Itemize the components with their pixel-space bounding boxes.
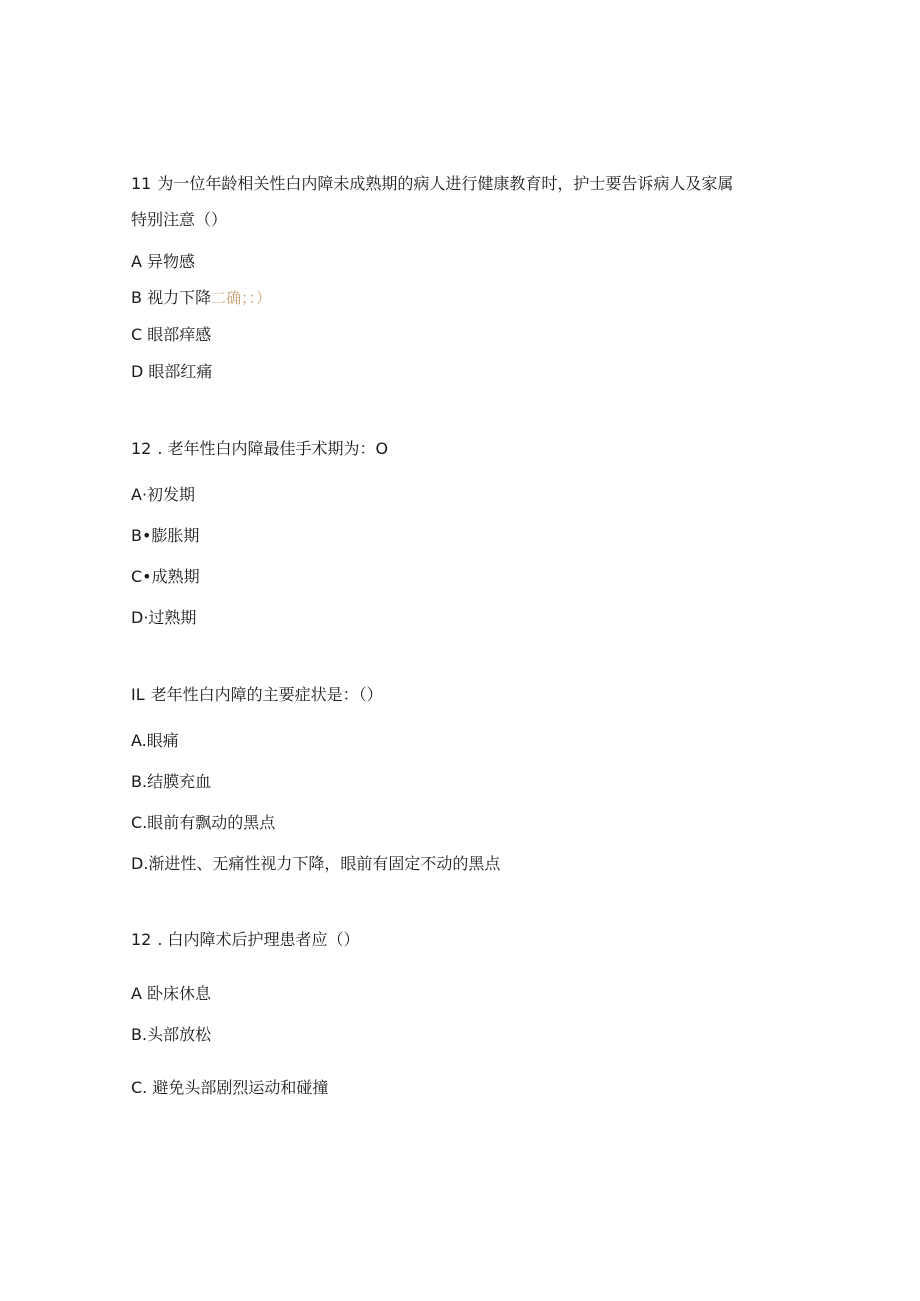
option-item: [131, 1025, 211, 1045]
option-item: [131, 526, 199, 546]
option-letter: A: [131, 984, 142, 1003]
question-text: . 老年性白内障最佳手术期为：O: [157, 439, 389, 458]
option-item: [131, 485, 195, 505]
option-text: 初发期: [147, 485, 196, 504]
option-letter: C•: [131, 567, 152, 586]
question-number: 11: [131, 174, 152, 193]
option-text: 眼痛: [146, 731, 179, 750]
option-letter: C.: [131, 813, 148, 832]
question-11-line1: [131, 174, 733, 194]
option-item: [131, 854, 500, 874]
option-text: 渐进性、无痛性视力下降，眼前有固定不动的黑点: [148, 854, 501, 873]
option-letter: B.: [131, 1025, 148, 1044]
option-text: 眼部痒感: [147, 325, 212, 344]
question-text: 老年性白内障的主要症状是：（）: [150, 685, 383, 704]
option-letter: B.: [131, 772, 148, 791]
option-text: 结膜充血: [147, 772, 212, 791]
question-12-line: [131, 439, 388, 459]
option-item: [131, 1078, 328, 1098]
option-letter: C.: [131, 1078, 148, 1097]
question-11-line2: [131, 210, 227, 230]
question-text-continued: 特别注意（）: [131, 210, 228, 229]
option-letter: D·: [131, 608, 149, 627]
option-item: [131, 984, 211, 1004]
question-number: 12: [131, 930, 152, 949]
question-number: IL: [131, 685, 145, 704]
option-item: [131, 325, 211, 345]
option-item: [131, 813, 275, 833]
option-text: 眼前有飘动的黑点: [147, 813, 276, 832]
option-text: 头部放松: [147, 1025, 212, 1044]
option-text: 眼部红痛: [148, 362, 213, 381]
option-letter: A·: [131, 485, 148, 504]
option-text: 过熟期: [148, 608, 197, 627]
option-item: [131, 252, 195, 272]
option-item: [131, 731, 179, 751]
option-letter: D: [131, 362, 144, 381]
option-text: 异物感: [147, 252, 196, 271]
option-letter: A: [131, 252, 142, 271]
option-item: [131, 608, 196, 628]
question-12b-line: [131, 930, 360, 950]
option-item: [131, 567, 200, 587]
option-text: 成熟期: [151, 567, 200, 586]
handwritten-note: 二确；：）: [211, 289, 272, 307]
option-letter: D.: [131, 854, 149, 873]
question-il-line: [131, 685, 383, 705]
question-text: 为一位年龄相关性白内障未成熟期的病人进行健康教育时，护士要告诉病人及家属: [157, 174, 734, 193]
option-text: 卧床休息: [147, 984, 212, 1003]
question-number: 12: [131, 439, 152, 458]
option-item: [131, 772, 211, 792]
option-text: 膨胀期: [151, 526, 200, 545]
option-item: [131, 362, 212, 382]
option-text: 避免头部剧烈运动和碰撞: [152, 1078, 329, 1097]
option-letter: C: [131, 325, 143, 344]
option-text: 视力下降: [147, 288, 212, 307]
option-letter: B•: [131, 526, 152, 545]
option-letter: A.: [131, 731, 147, 750]
option-letter: B: [131, 288, 142, 307]
question-text: . 白内障术后护理患者应（）: [157, 930, 360, 949]
option-item: [131, 288, 271, 308]
